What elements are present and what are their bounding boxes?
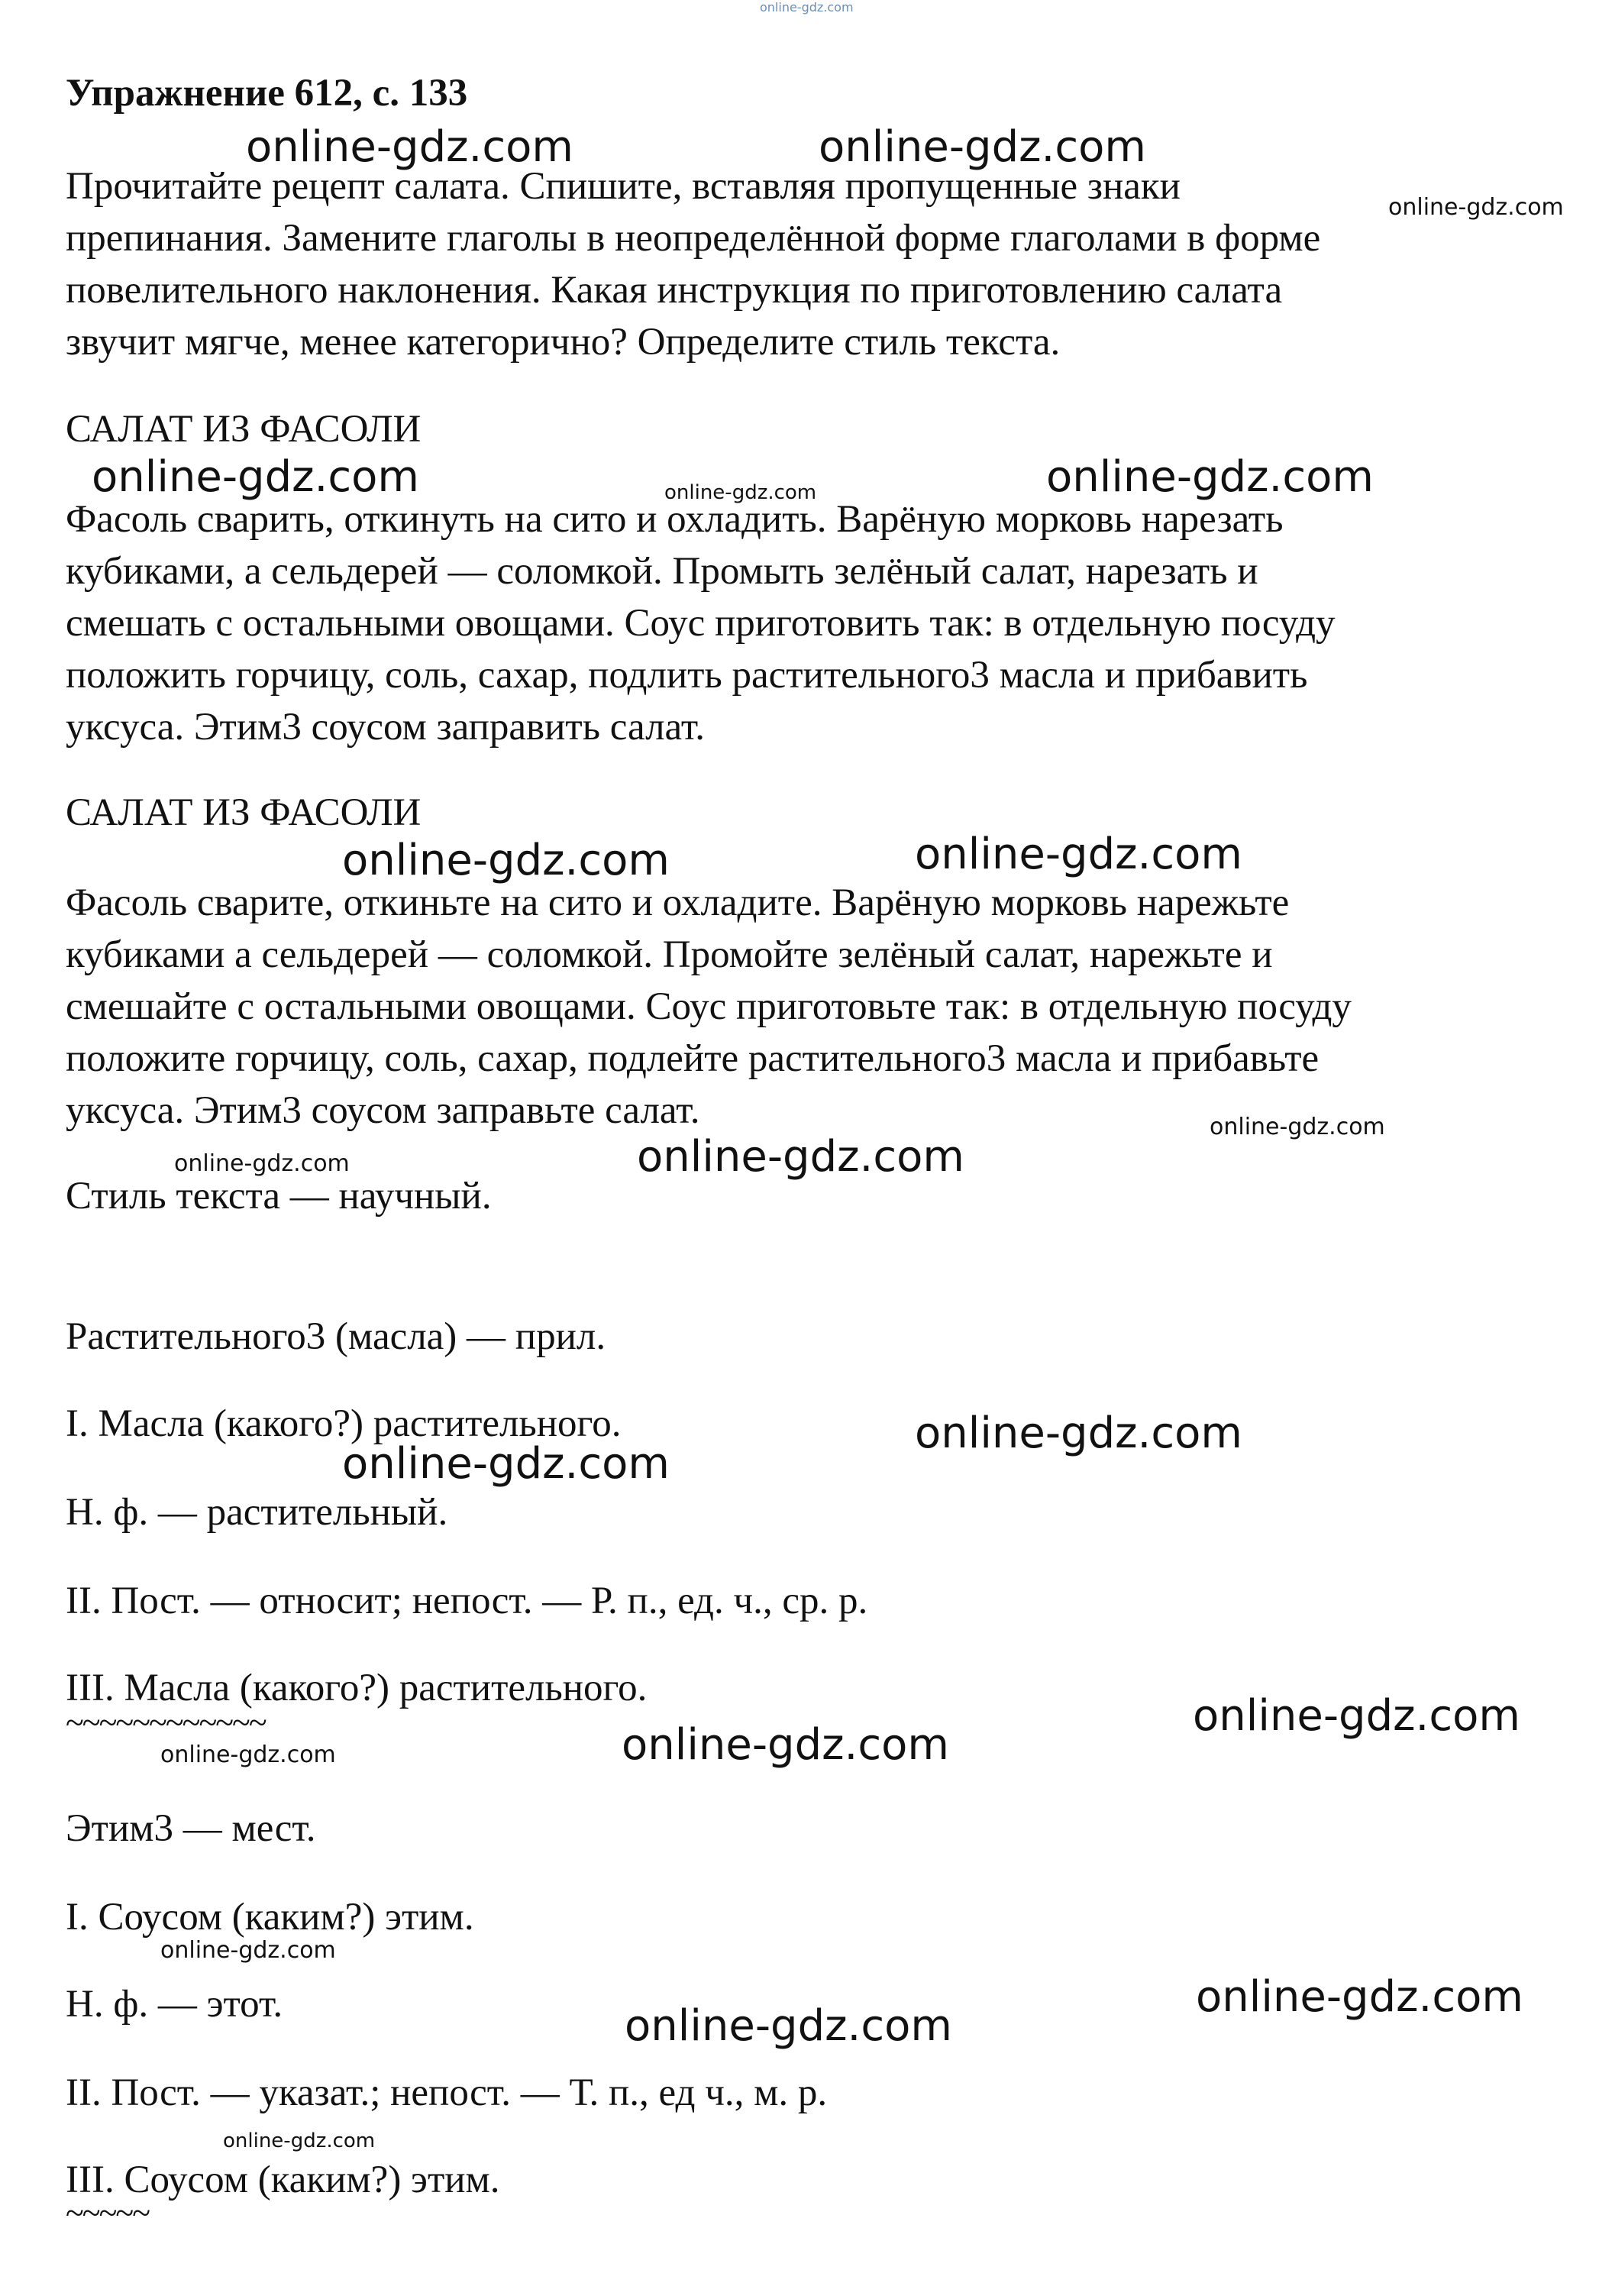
watermark: online-gdz.com: [664, 481, 817, 504]
watermark: online-gdz.com: [1388, 194, 1564, 221]
recipe2-line: Фасоль сварите, откиньте на сито и охладите. Варёную морковь нарежьте: [66, 881, 1290, 924]
analysis2-line: Н. ф. — этот.: [66, 1983, 283, 2026]
watermark: online-gdz.com: [637, 1132, 964, 1182]
analysis1-line: I. Масла (какого?) растительного.: [66, 1402, 622, 1445]
task-line: препинания. Замените глаголы в неопределённой форме глаголами в форме: [66, 217, 1321, 260]
recipe1-line: смешать с остальными овощами. Соус приготовить так: в отдельную посуду: [66, 602, 1336, 645]
watermark: online-gdz.com: [174, 1150, 350, 1177]
watermark: online-gdz.com: [160, 1937, 336, 1964]
recipe2-line: кубиками а сельдерей — соломкой. Промойте зелёный салат, нарежьте и: [66, 933, 1273, 976]
watermark: online-gdz.com: [819, 122, 1146, 172]
analysis2-line: II. Пост. — указат.; непост. — Т. п., ед ч., м. р.: [66, 2071, 828, 2114]
watermark: online-gdz.com: [246, 122, 573, 172]
analysis1-line: III. Масла (какого?) растительного.: [66, 1667, 648, 1709]
watermark: online-gdz.com: [622, 1720, 949, 1770]
watermark: online-gdz.com: [1196, 1972, 1523, 2022]
watermark-top: online-gdz.com: [760, 0, 854, 15]
recipe1-line: уксуса. Этим3 соусом заправить салат.: [66, 706, 706, 749]
analysis2-heading: Этим3 — мест.: [66, 1807, 316, 1850]
watermark: online-gdz.com: [160, 1741, 336, 1768]
analysis2-wavy-underline: ~~~~~: [66, 2194, 150, 2232]
watermark: online-gdz.com: [915, 829, 1242, 879]
analysis1-wavy-underline: ~~~~~~~~~~~~: [66, 1704, 266, 1741]
analysis1-heading: Растительного3 (масла) — прил.: [66, 1315, 606, 1358]
watermark: online-gdz.com: [1046, 452, 1374, 502]
style-note: Стиль текста — научный.: [66, 1175, 492, 1218]
watermark: online-gdz.com: [1210, 1114, 1385, 1140]
recipe2-line: уксуса. Этим3 соусом заправьте салат.: [66, 1089, 700, 1132]
recipe2-heading: САЛАТ ИЗ ФАСОЛИ: [66, 791, 422, 834]
watermark: online-gdz.com: [342, 836, 670, 885]
watermark: online-gdz.com: [223, 2129, 376, 2152]
analysis2-line: III. Соусом (каким?) этим.: [66, 2159, 500, 2201]
task-line: Прочитайте рецепт салата. Спишите, вставляя пропущенные знаки: [66, 165, 1181, 208]
watermark: online-gdz.com: [342, 1439, 670, 1489]
recipe1-heading: САЛАТ ИЗ ФАСОЛИ: [66, 408, 422, 451]
task-line: повелительного наклонения. Какая инструкция по приготовлению салата: [66, 269, 1283, 312]
recipe1-line: положить горчицу, соль, сахар, подлить растительного3 масла и прибавить: [66, 654, 1308, 697]
recipe2-line: положите горчицу, соль, сахар, подлейте растительного3 масла и прибавьте: [66, 1037, 1320, 1080]
analysis1-line: Н. ф. — растительный.: [66, 1491, 448, 1534]
task-line: звучит мягче, менее категорично? Определите стиль текста.: [66, 321, 1061, 364]
recipe1-line: Фасоль сварить, откинуть на сито и охладить. Варёную морковь нарезать: [66, 498, 1284, 541]
recipe2-line: смешайте с остальными овощами. Соус приготовьте так: в отдельную посуду: [66, 985, 1352, 1028]
analysis2-line: I. Соусом (каким?) этим.: [66, 1896, 474, 1939]
watermark: online-gdz.com: [625, 2001, 952, 2051]
watermark: online-gdz.com: [92, 452, 419, 502]
watermark: online-gdz.com: [915, 1408, 1242, 1458]
exercise-title: Упражнение 612, с. 133: [66, 72, 468, 115]
watermark: online-gdz.com: [1193, 1691, 1520, 1741]
analysis1-line: II. Пост. — относит; непост. — Р. п., ед. ч., ср. р.: [66, 1580, 868, 1622]
recipe1-line: кубиками, а сельдерей — соломкой. Промыть зелёный салат, нарезать и: [66, 550, 1258, 593]
